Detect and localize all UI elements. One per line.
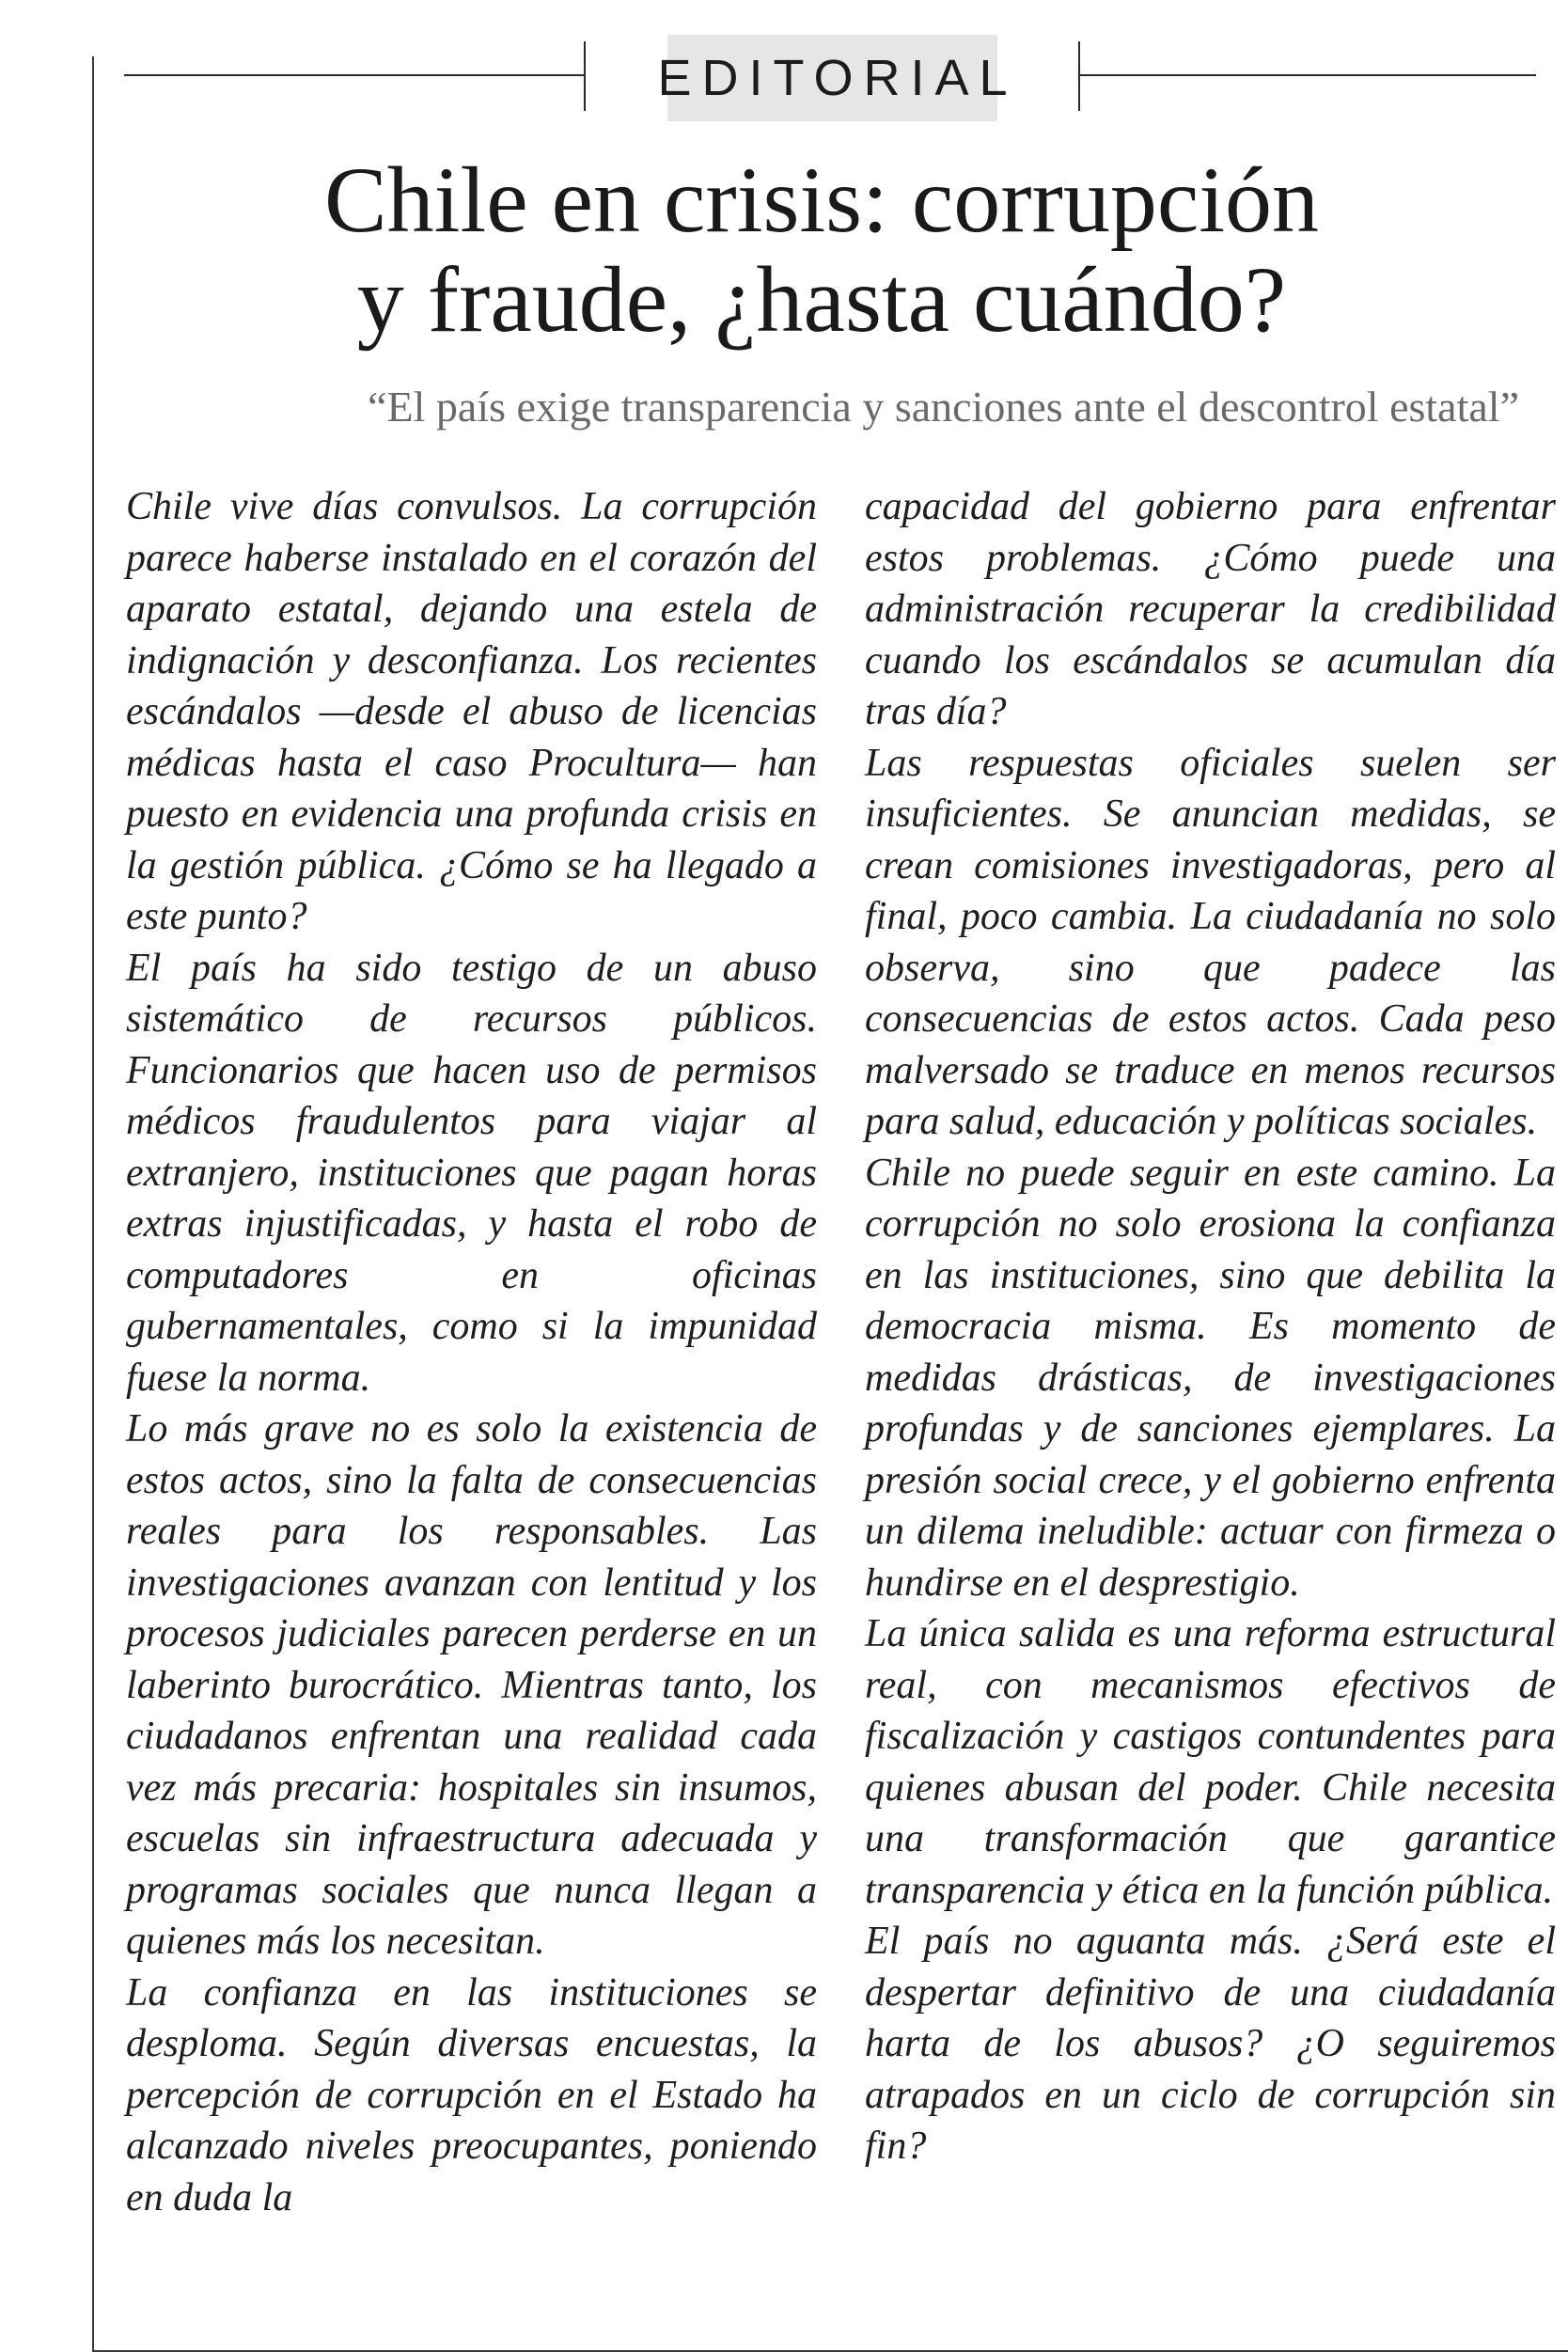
header-tick-left [584, 41, 586, 111]
article-column-right [865, 481, 1556, 2172]
paragraph: Lo más grave no es solo la existencia de estos actos, sino la falta de consecuencias reales para los responsables. Las investigaciones avanzan con lentitud y los procesos judiciales parecen perderse en un laberinto burocrático. Mientras tanto, los ciudadanos enfrentan una realidad cada vez más precaria: hospitales sin insumos, escuelas sin infraestructura adecuada y programas sociales que nunca llegan a quienes más los necesitan. [126, 1407, 817, 1963]
left-border-rule [92, 56, 94, 2352]
article-column-left [126, 481, 817, 2223]
paragraph: El país no aguanta más. ¿Será este el despertar definitivo de una ciudadanía harta de los abusos? ¿O seguiremos atrapados en un ciclo de corrupción sin fin? [865, 1920, 1556, 2168]
headline [113, 150, 1530, 350]
paragraph: La confianza en las instituciones se desploma. Según diversas encuestas, la percepción de corrupción en el Estado ha alcanzado niveles preocupantes, poniendo en duda la [126, 1970, 817, 2219]
paragraph: Chile vive días convulsos. La corrupción parece haberse instalado en el corazón del aparato estatal, dejando una estela de indignación y desconfianza. Los recientes escándalos —desde el abuso de licencias médicas hasta el caso Procultura— han puesto en evidencia una profunda crisis en la gestión pública. ¿Cómo se ha llegado a este punto? [126, 485, 817, 938]
section-label: EDITORIAL [667, 35, 997, 121]
subtitle: “El país exige transparencia y sanciones ante el descontrol estatal” [368, 383, 1519, 431]
headline-line-2: y fraude, ¿hasta cuándo? [356, 247, 1287, 352]
paragraph: El país ha sido testigo de un abuso sistemático de recursos públicos. Funcionarios que hacen uso de permisos médicos fraudulentos para viajar al extranjero, instituciones que pagan horas extras injustificadas, y hasta el robo de computadores en oficinas gubernamentales, como si la impunidad fuese la norma. [126, 946, 817, 1400]
paragraph: La única salida es una reforma estructural real, con mecanismos efectivos de fiscalización y castigos contundentes para quienes abusan del poder. Chile necesita una transformación que garantice transparencia y ética en la función pública. [865, 1612, 1556, 1912]
headline-line-1: Chile en crisis: corrupción [323, 148, 1320, 252]
paragraph: capacidad del gobierno para enfrentar estos problemas. ¿Cómo puede una administración recuperar la credibilidad cuando los escándalos se acumulan día tras día? [865, 485, 1556, 733]
header-tick-right [1078, 41, 1080, 111]
header-rule-left [124, 74, 585, 76]
paragraph: Chile no puede seguir en este camino. La corrupción no solo erosiona la confianza en las instituciones, sino que debilita la democracia misma. Es momento de medidas drásticas, de investigaciones profundas y de sanciones ejemplares. La presión social crece, y el gobierno enfrenta un dilema ineludible: actuar con firmeza o hundirse en el desprestigio. [865, 1151, 1556, 1605]
header-rule-right [1079, 74, 1536, 76]
paragraph: Las respuestas oficiales suelen ser insuficientes. Se anuncian medidas, se crean comisiones investigadoras, pero al final, poco cambia. La ciudadanía no solo observa, sino que padece las consecuencias de estos actos. Cada peso malversado se traduce en menos recursos para salud, educación y políticas sociales. [865, 741, 1556, 1143]
